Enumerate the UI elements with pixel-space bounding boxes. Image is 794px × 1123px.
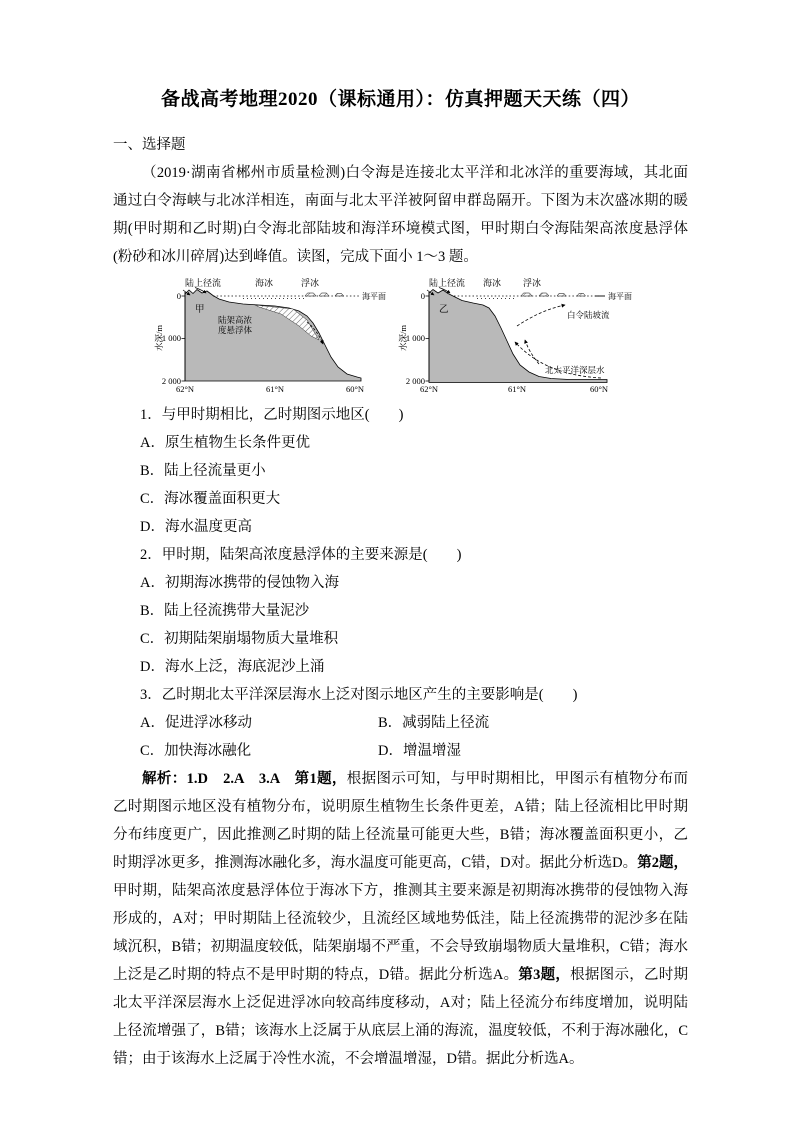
question-3-options-row-1 <box>140 709 688 737</box>
analysis <box>113 765 688 1073</box>
question-3-option-a: A．促进浮冰移动 <box>140 715 252 731</box>
analysis-label: 解析： <box>142 771 187 787</box>
question-1-option-a: A．原生植物生长条件更优 <box>140 435 310 451</box>
question-2-option-b: B．陆上径流携带大量泥沙 <box>140 603 310 619</box>
runoff-label: 陆上径流 <box>428 278 465 288</box>
depth-tick-1000: 1 000 <box>405 333 425 343</box>
question-1-option-d: D．海水温度更高 <box>140 519 252 535</box>
question-3-options-row-2 <box>140 737 688 765</box>
float-ice-label: 浮冰 <box>522 278 541 288</box>
sea-ice-label: 海冰 <box>254 278 273 288</box>
question-3-option-d: D．增温增湿 <box>378 743 461 759</box>
question-2-stem: 2．甲时期，陆架高浓度悬浮体的主要来源是( ) <box>140 547 462 563</box>
slope-current-arrow <box>517 305 565 326</box>
question-1 <box>113 401 688 541</box>
diagram-jia <box>155 278 389 396</box>
terrain-shape <box>185 290 361 382</box>
lat-tick-62: 62°N <box>419 384 438 394</box>
suspension-label-2: 度悬浮体 <box>217 325 252 335</box>
depth-tick-2000: 2 000 <box>405 376 425 386</box>
question-2 <box>113 541 688 681</box>
panel-label-yi: 乙 <box>438 305 449 315</box>
lat-tick-60: 60°N <box>589 384 608 394</box>
suspension-label-1: 陆架高浓 <box>217 315 252 325</box>
analysis-q2-text: 甲时期，陆架高浓度悬浮体位于海冰下方，推测其主要来源是初期海冰携带的侵蚀物入海形成的，A对；甲时期陆上径流较少，且流经区域地势低洼，陆上径流携带的泥沙多在陆域沉积，B错；初期温度较低，陆架崩塌不严重，不会导致崩塌物质大量堆积，C错；海水上泛是乙时期的特点不是甲时期的特点，D错。据此分析选A。 <box>113 883 688 983</box>
analysis-answers: 1.D 2.A 3.A <box>186 771 295 787</box>
analysis-q1-text: 根据图示可知，与甲时期相比，甲图示有植物分布而乙时期图示地区没有植物分布，说明原生植物生长条件更差，A错；陆上径流相比甲时期分布纬度更广，因此推测乙时期的陆上径流量可能更大些，B错；海冰覆盖面积更小，乙时期浮冰更多，推测海冰融化多，海水温度可能更高，C错，D对。据此分析选D。 <box>113 771 689 871</box>
figure <box>113 278 688 396</box>
runoff-label: 陆上径流 <box>184 278 221 288</box>
sea-level-label: 海平面 <box>361 292 386 301</box>
lat-tick-60: 60°N <box>345 384 364 394</box>
analysis-q2-title: 第2题， <box>637 855 688 871</box>
depth-axis-ticks <box>181 296 185 381</box>
analysis-q3-title: 第3题， <box>518 967 571 983</box>
depth-axis-label: 水深/m <box>153 325 164 351</box>
question-2-option-a: A．初期海冰携带的侵蚀物入海 <box>140 575 339 591</box>
float-ice-shapes <box>305 293 344 296</box>
depth-tick-0: 0 <box>420 291 425 301</box>
question-3 <box>113 681 688 765</box>
question-3-option-c: C．加快海冰融化 <box>140 743 252 759</box>
sea-ice-label: 海冰 <box>482 278 501 288</box>
depth-axis-ticks <box>425 296 429 381</box>
question-3-option-b: B．减弱陆上径流 <box>378 715 490 731</box>
lat-tick-61: 61°N <box>507 384 526 394</box>
analysis-q3-text: 根据图示，乙时期北太平洋深层海水上泛促进浮冰向较高纬度移动，A对；陆上径流分布纬度增加，说明陆上径流增强了，B错；该海水上泛属于从底层上涌的海流，温度较低，不利于海冰融化，C错；由于该海水上泛属于冷性水流，不会增温增湿，D错。据此分析选A。 <box>113 967 689 1067</box>
depth-tick-1000: 1 000 <box>161 333 181 343</box>
depth-axis-label: 水深/m <box>397 325 408 351</box>
page-title: 备战高考地理2020（课标通用）：仿真押题天天练（四） <box>160 89 640 110</box>
panel-label-jia: 甲 <box>194 305 205 315</box>
question-1-option-b: B．陆上径流量更小 <box>140 463 266 479</box>
depth-tick-2000: 2 000 <box>161 376 181 386</box>
slope-current-label: 白令陆坡流 <box>566 310 610 320</box>
question-2-option-d: D．海水上泛，海底泥沙上涌 <box>140 659 325 675</box>
lat-tick-62: 62°N <box>175 384 194 394</box>
passage: （2019·湖南省郴州市质量检测)白令海是连接北太平洋和北冰洋的重要海域，其北面通过白令海峡与北冰洋相连，南面与北太平洋被阿留申群岛隔开。下图为末次盛冰期的暖期(甲时期和乙时期)白令海北部陆坡和海洋环境模式图，甲时期白令海陆架高浓度悬浮体(粉砂和冰川碎屑)达到峰值。读图，完成下面小 1～3 题。 <box>113 165 688 265</box>
diagram-yi <box>399 278 647 396</box>
lat-tick-61: 61°N <box>265 384 284 394</box>
deep-water-label: 北太平洋深层水 <box>544 365 605 375</box>
question-1-option-c: C．海冰覆盖面积更大 <box>140 491 281 507</box>
question-2-option-c: C．初期陆架崩塌物质大量堆积 <box>140 631 339 647</box>
float-ice-shapes <box>521 293 586 296</box>
question-1-stem: 1．与甲时期相比，乙时期图示地区( ) <box>140 407 404 423</box>
sea-level-label: 海平面 <box>607 292 632 301</box>
float-ice-label: 浮冰 <box>300 278 319 288</box>
section-heading: 一、选择题 <box>113 137 186 153</box>
depth-tick-0: 0 <box>176 291 181 301</box>
question-3-stem: 3．乙时期北太平洋深层海水上泛对图示地区产生的主要影响是( ) <box>140 687 578 703</box>
analysis-q1-title: 第1题， <box>294 771 347 787</box>
